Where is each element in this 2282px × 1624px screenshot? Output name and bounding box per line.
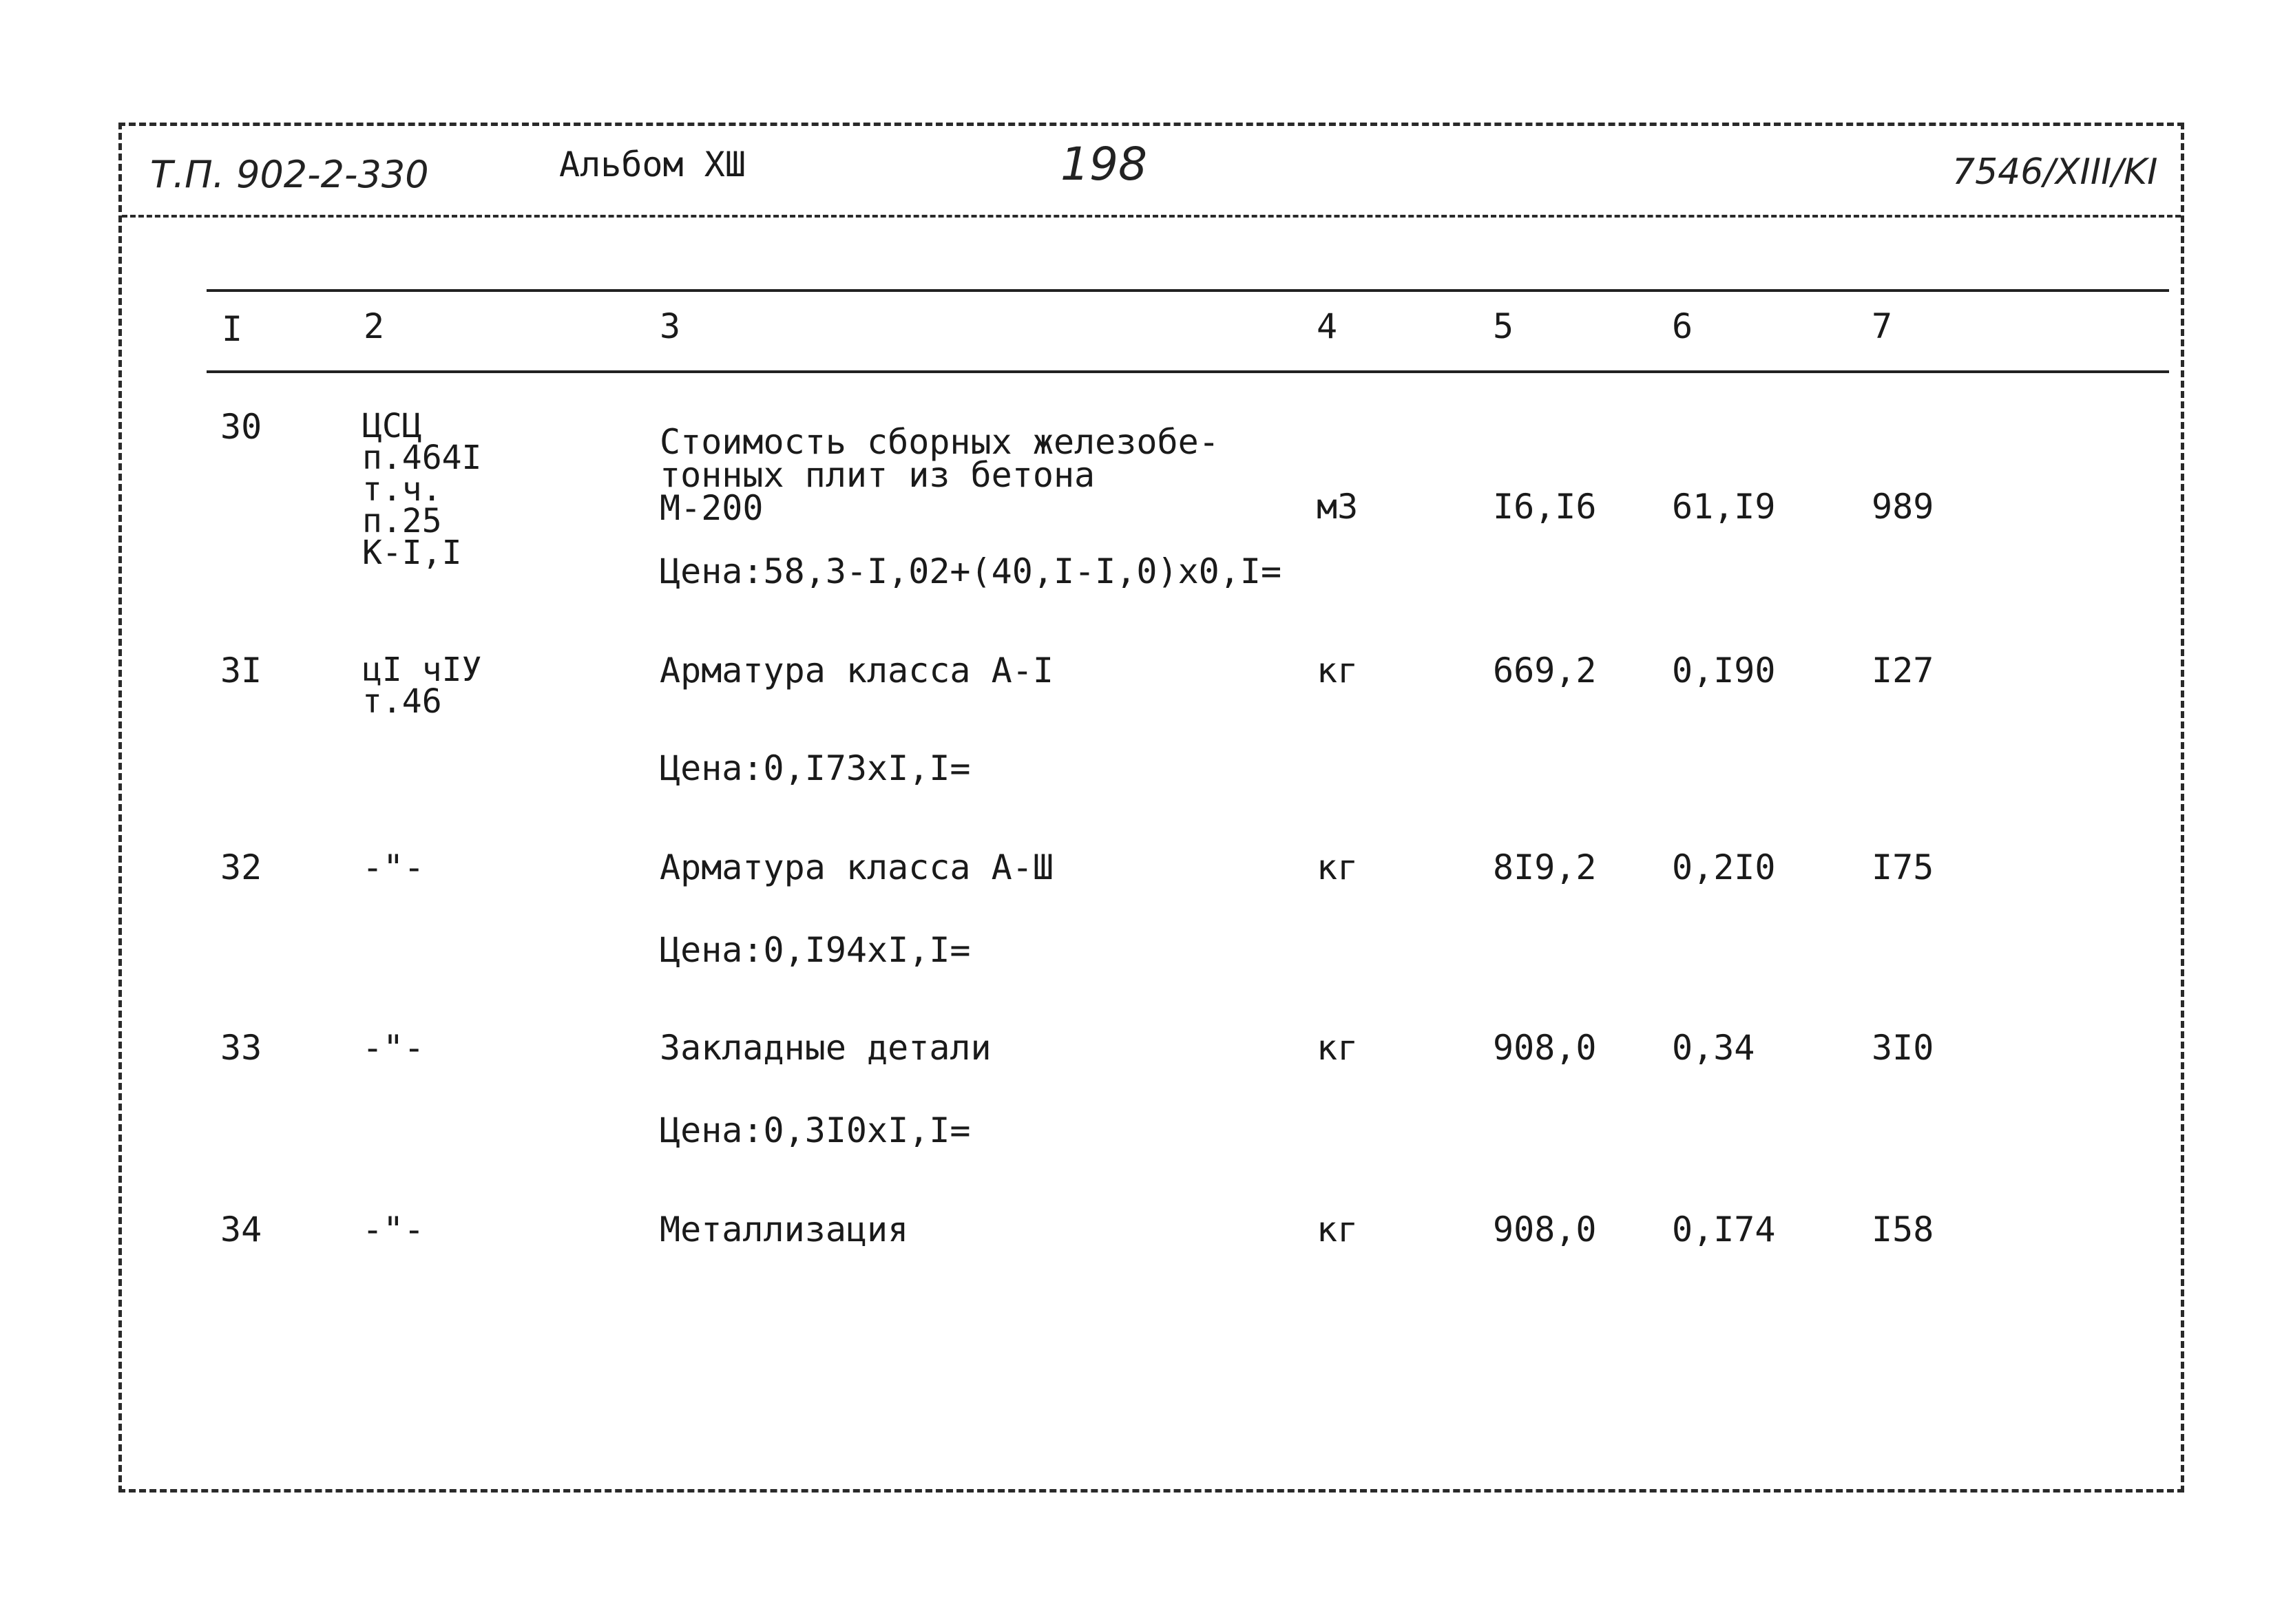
row-ref: ЦСЦ п.464I т.ч. п.25 К-I,I xyxy=(362,407,482,572)
archive-code: 7546/XIII/KI xyxy=(1952,151,2158,193)
row-unit: кг xyxy=(1317,1210,1359,1249)
row-total: I75 xyxy=(1872,847,1934,887)
row-desc: Стоимость сборных железобе- тонных плит из бетона М-200 xyxy=(660,422,1219,528)
row-rate: 0,I90 xyxy=(1672,651,1776,690)
col-header-1: I xyxy=(222,309,243,349)
col-header-7: 7 xyxy=(1872,306,1893,346)
row-num: 33 xyxy=(220,1028,262,1068)
album-label: Альбом XШ xyxy=(559,145,746,184)
row-unit: м3 xyxy=(1317,487,1359,527)
row-total: I58 xyxy=(1872,1210,1934,1249)
row-ref: -"- xyxy=(362,1028,425,1068)
col-header-5: 5 xyxy=(1493,306,1514,346)
row-num: 32 xyxy=(220,847,262,887)
page-number: 198 xyxy=(1060,138,1147,191)
row-num: 34 xyxy=(220,1210,262,1249)
col-header-2: 2 xyxy=(364,306,385,346)
row-desc: Арматура класса А-Ш xyxy=(660,847,1054,887)
row-price-formula: Цена:58,3-I,02+(40,I-I,0)x0,I= xyxy=(660,551,1282,591)
row-qty: 669,2 xyxy=(1493,651,1597,690)
row-price-formula: Цена:0,I94xI,I= xyxy=(660,930,971,970)
row-total: I27 xyxy=(1872,651,1934,690)
table-top-rule xyxy=(207,289,2169,292)
row-desc: Закладные детали xyxy=(660,1028,992,1068)
row-qty: 908,0 xyxy=(1493,1210,1597,1249)
row-ref: -"- xyxy=(362,847,425,887)
row-rate: 0,34 xyxy=(1672,1028,1755,1068)
row-rate: 61,I9 xyxy=(1672,487,1776,527)
row-qty: I6,I6 xyxy=(1493,487,1597,527)
row-unit: кг xyxy=(1317,1028,1359,1068)
row-rate: 0,I74 xyxy=(1672,1210,1776,1249)
row-price-formula: Цена:0,3I0xI,I= xyxy=(660,1110,971,1150)
row-ref: -"- xyxy=(362,1210,425,1249)
row-num: 30 xyxy=(220,407,262,447)
header-divider xyxy=(122,215,2181,218)
row-qty: 8I9,2 xyxy=(1493,847,1597,887)
col-header-3: 3 xyxy=(660,306,681,346)
row-total: 989 xyxy=(1872,487,1934,527)
row-unit: кг xyxy=(1317,651,1359,690)
col-header-4: 4 xyxy=(1317,306,1338,346)
col-header-6: 6 xyxy=(1672,306,1693,346)
row-total: 3I0 xyxy=(1872,1028,1934,1068)
row-price-formula: Цена:0,I73xI,I= xyxy=(660,748,971,788)
table-header-rule xyxy=(207,370,2169,373)
row-unit: кг xyxy=(1317,847,1359,887)
row-qty: 908,0 xyxy=(1493,1028,1597,1068)
project-code: Т.П. 902-2-330 xyxy=(150,153,429,196)
row-desc: Арматура класса А-I xyxy=(660,651,1054,690)
row-desc: Металлизация xyxy=(660,1210,909,1249)
row-rate: 0,2I0 xyxy=(1672,847,1776,887)
row-num: 3I xyxy=(220,651,262,690)
row-ref: цI чIУ т.46 xyxy=(362,651,482,721)
